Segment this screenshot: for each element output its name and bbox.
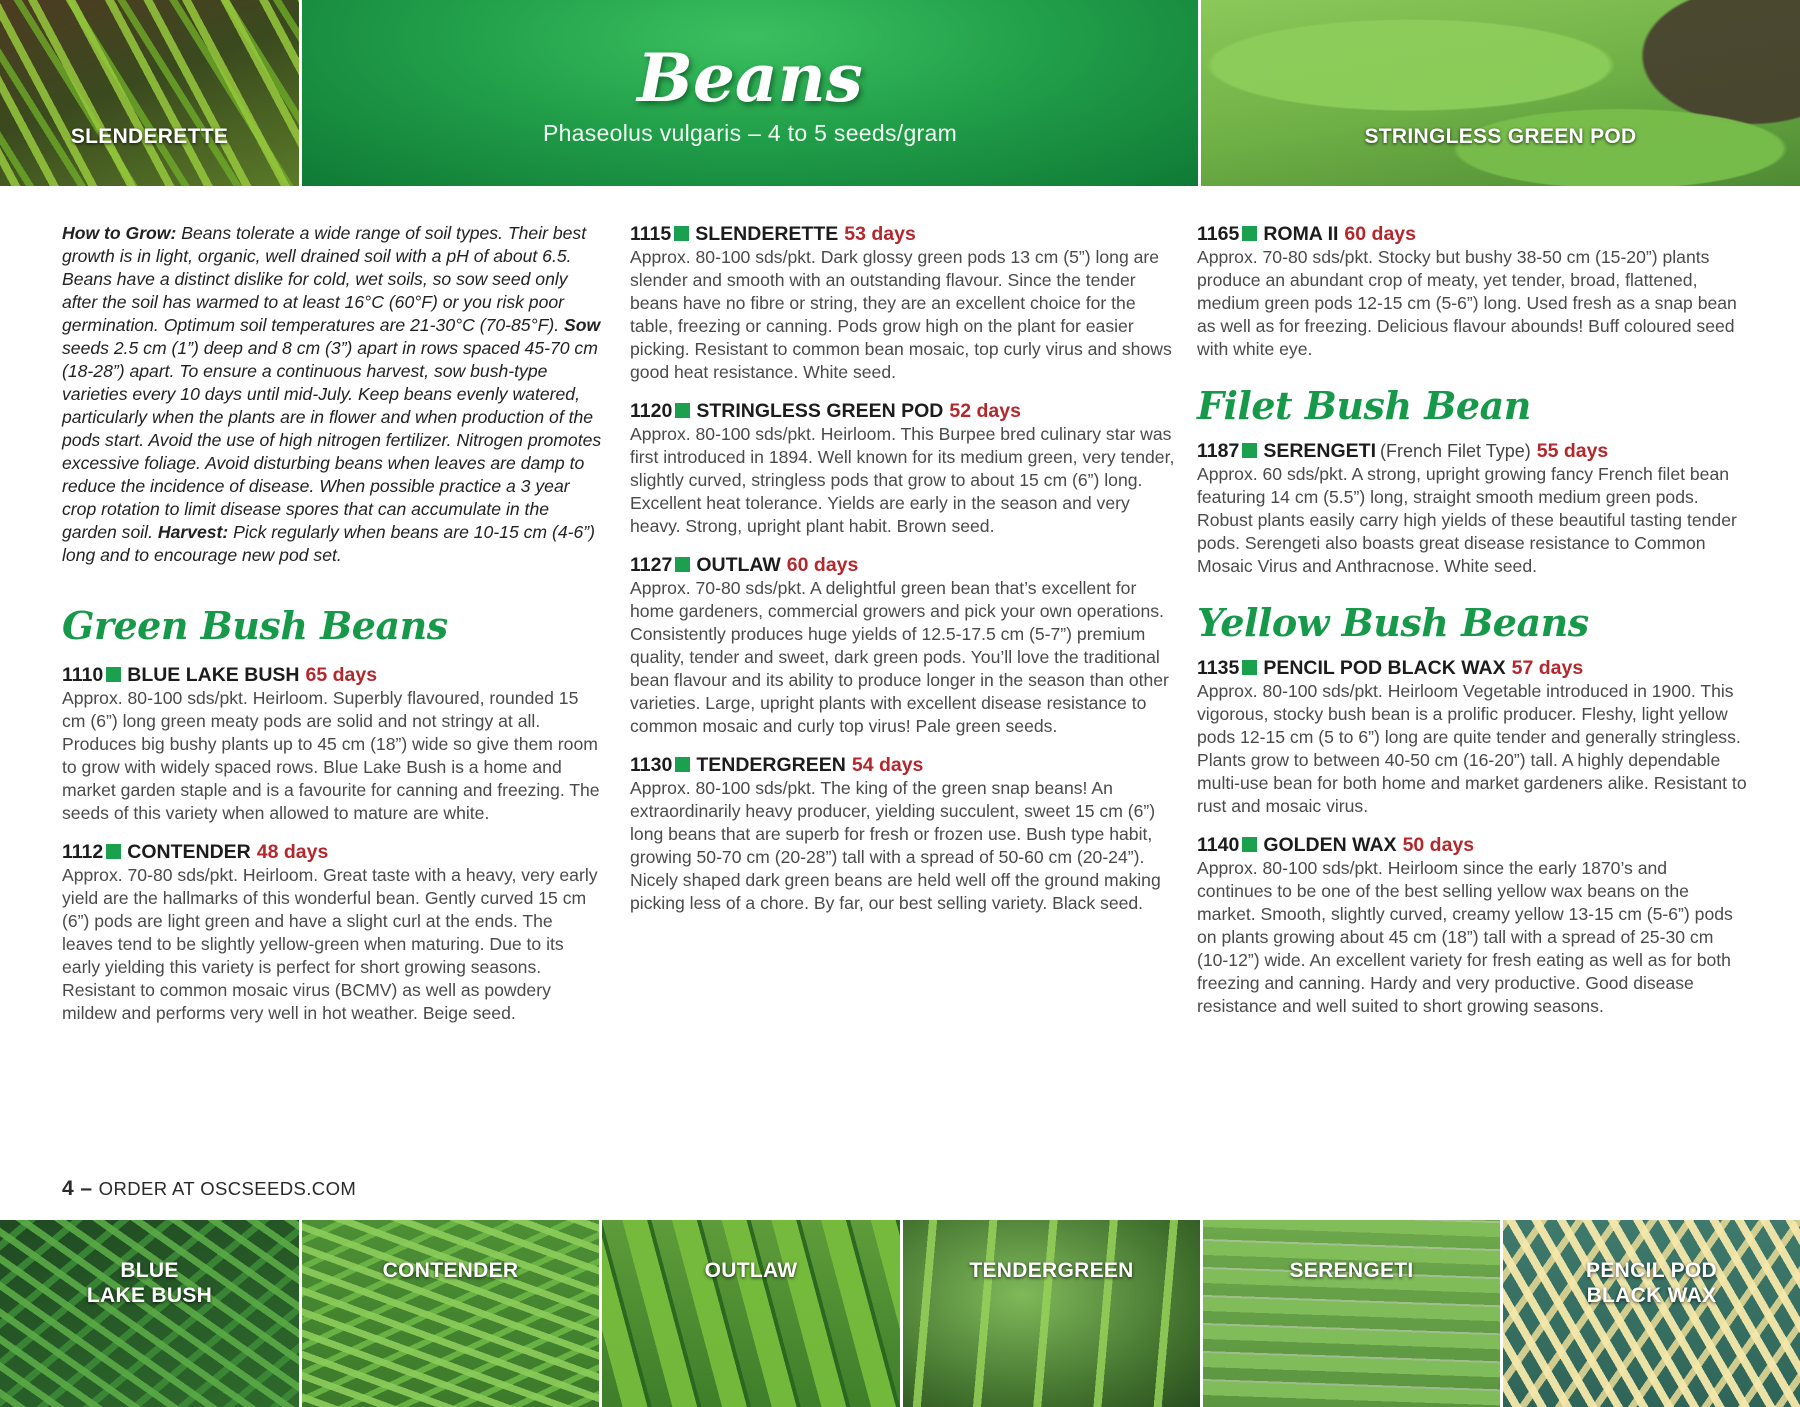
header-band <box>0 0 1800 186</box>
days-to-maturity: 60 days <box>1344 223 1416 245</box>
photo-caption <box>1503 1258 1800 1308</box>
product-code: 1140 <box>1197 834 1240 856</box>
product-code: 1127 <box>630 554 673 576</box>
square-bullet-icon <box>1242 443 1257 458</box>
square-bullet-icon <box>106 667 121 682</box>
photo-caption: CONTENDER <box>382 1259 519 1282</box>
product-name: SERENGETI <box>1263 440 1376 462</box>
product-heading <box>1197 656 1747 680</box>
product-heading <box>62 840 602 864</box>
product-name: STRINGLESS GREEN POD <box>696 400 944 422</box>
sow-label: Sow <box>564 315 601 335</box>
sow-body: seeds 2.5 cm (1”) deep and 8 cm (3”) apart in rows spaced 45-70 cm (18-28”) apart. To ensure a continuous harvest, sow bush-type varieties every 10 days until mid-July. Keep beans evenly watered, particularly when the plants are in flower and when production of the pods start. Avoid the use of high nitrogen fertilizer. Nitrogen promotes excessive foliage. Avoid disturbing beans when leaves are damp to reduce the incidence of disease. When possible practice a 3 year crop rotation to limit disease spores that can accumulate in the garden soil. <box>62 338 602 542</box>
product-name: BLUE LAKE BUSH <box>127 664 300 686</box>
product-1120 <box>630 399 1175 538</box>
square-bullet-icon <box>1242 660 1257 675</box>
product-name: OUTLAW <box>696 554 781 576</box>
product-code: 1165 <box>1197 223 1240 245</box>
square-bullet-icon <box>675 403 690 418</box>
product-code: 1135 <box>1197 657 1240 679</box>
photo-caption: OUTLAW <box>704 1259 798 1282</box>
days-to-maturity: 65 days <box>305 664 378 686</box>
how-to-grow-body: Beans tolerate a wide range of soil types. Their best growth is in light, organic, well drained soil with a pH of about 6.5. Beans have a distinct dislike for cold, wet soils, so sow seed only after the soil has warmed to at least 16°C (60°F) or you risk poor germination. Optimum soil temperatures are 21-30°C (70-85°F). <box>62 223 587 335</box>
section-title-green-bush: Green Bush Beans <box>62 603 448 648</box>
product-1110 <box>62 663 602 825</box>
product-heading <box>1197 833 1747 857</box>
product-1112 <box>62 840 602 1025</box>
stringless-green-pod-photo <box>1201 0 1800 186</box>
photo-caption: SERENGETI <box>1289 1259 1414 1282</box>
page-title: Beans <box>637 39 863 117</box>
section-title-yellow-bush: Yellow Bush Beans <box>1197 600 1589 645</box>
product-description: Approx. 70-80 sds/pkt. Heirloom. Great taste with a heavy, very early yield are the hallmarks of this wonderful bean. Gently curved 15 cm (6”) pods are light green and have a slight curl at the ends. The leaves tend to be slightly yellow-green when maturing. Due to its early yielding this variety is perfect for short growing seasons. Resistant to common mosaic virus (BCMV) as well as powdery mildew and performs very well in hot weather. Beige seed. <box>62 865 598 1023</box>
product-heading <box>62 663 602 687</box>
slenderette-photo <box>0 0 299 186</box>
product-code: 1112 <box>62 841 104 863</box>
page-number: 4 <box>62 1177 75 1200</box>
days-to-maturity: 57 days <box>1511 657 1584 679</box>
days-to-maturity: 60 days <box>786 554 859 576</box>
page-footer <box>62 1177 356 1201</box>
product-1115 <box>630 222 1175 384</box>
harvest-body: Pick regularly when beans are 10-15 cm (4-6”) long and to encourage new pod set. <box>62 522 595 565</box>
square-bullet-icon <box>674 226 689 241</box>
product-subtype: (French Filet Type) <box>1380 441 1531 461</box>
column-right <box>1197 222 1747 1018</box>
square-bullet-icon <box>675 757 690 772</box>
product-code: 1115 <box>630 223 672 245</box>
photo-caption: TENDERGREEN <box>969 1259 1134 1282</box>
caption-line: LAKE BUSH <box>86 1284 213 1307</box>
days-to-maturity: 54 days <box>851 754 924 776</box>
order-url-link[interactable]: ORDER AT OSCSEEDS.COM <box>98 1178 357 1199</box>
column-left <box>62 222 602 1025</box>
product-heading <box>630 753 1175 777</box>
product-description: Approx. 80-100 sds/pkt. The king of the green snap beans! An extraordinarily heavy producer, yielding succulent, sweet 15 cm (6”) long beans that are superb for fresh or frozen use. Bush type habit, growing 50-70 cm (20-28”) tall with a spread of 50-60 cm (20-24”). Nicely shaped dark green beans are held well off the ground making picking less of a chore. By far, our best selling variety. Black seed. <box>630 778 1161 913</box>
photo-caption: STRINGLESS GREEN POD <box>1364 125 1637 148</box>
footer-dash: – <box>74 1177 99 1200</box>
section-title-filet-bush: Filet Bush Bean <box>1197 383 1531 428</box>
days-to-maturity: 48 days <box>256 841 329 863</box>
product-heading <box>1197 439 1747 463</box>
how-to-grow-label: How to Grow: <box>62 223 177 243</box>
product-name: GOLDEN WAX <box>1263 834 1397 856</box>
product-description: Approx. 80-100 sds/pkt. Heirloom. Superbly flavoured, rounded 15 cm (6”) long green meaty pods are solid and not stringy at all. Produces big bushy plants up to 45 cm (18”) wide so give them room to grow with widely spaced rows. Blue Lake Bush is a home and market garden staple and is a favourite for canning and freezing. The seeds of this variety when allowed to mature are white. <box>62 688 600 823</box>
caption-line: BLUE <box>120 1259 179 1282</box>
product-description: Approx. 80-100 sds/pkt. Dark glossy green pods 13 cm (5”) long are slender and smooth with an outstanding flavour. Since the tender beans have no fibre or string, they are an excellent choice for the table, freezing or canning. Pods grow high on the plant for easier picking. Resistant to common bean mosaic, top curly virus and shows good heat resistance. White seed. <box>630 247 1172 382</box>
product-heading <box>1197 222 1747 246</box>
product-heading <box>630 399 1175 423</box>
column-middle <box>630 222 1175 915</box>
product-1135 <box>1197 656 1747 818</box>
page-subtitle: Phaseolus vulgaris – 4 to 5 seeds/gram <box>542 120 958 146</box>
photo-caption <box>0 1258 299 1308</box>
product-code: 1187 <box>1197 440 1240 462</box>
square-bullet-icon <box>1242 837 1257 852</box>
product-1140 <box>1197 833 1747 1018</box>
product-1187 <box>1197 439 1747 578</box>
tendergreen-photo <box>903 1220 1200 1407</box>
product-description: Approx. 70-80 sds/pkt. Stocky but bushy 38-50 cm (15-20”) plants produce an abundant crop of meaty, yet tender, broad, flattened, medium green pods 12-15 cm (5-6”) long. Used fresh as a snap bean as well as for freezing. Delicious flavour abounds! Buff coloured seed with white eye. <box>1197 247 1737 359</box>
square-bullet-icon <box>675 557 690 572</box>
product-name: SLENDERETTE <box>695 223 839 245</box>
days-to-maturity: 52 days <box>949 400 1021 422</box>
bottom-photo-strip <box>0 1220 1800 1407</box>
contender-photo <box>302 1220 599 1407</box>
product-name: PENCIL POD BLACK WAX <box>1263 657 1506 679</box>
days-to-maturity: 50 days <box>1402 834 1475 856</box>
product-1130 <box>630 753 1175 915</box>
pencil-pod-black-wax-photo <box>1503 1220 1800 1407</box>
product-code: 1120 <box>630 400 673 422</box>
square-bullet-icon <box>1242 226 1257 241</box>
product-description: Approx. 60 sds/pkt. A strong, upright growing fancy French filet bean featuring 14 cm (5.5”) long, straight smooth medium green pods. Robust plants easily carry high yields of these beautiful tasting tender pods. Serengeti also boasts great disease resistance to Common Mosaic Virus and Anthracnose. White seed. <box>1197 464 1737 576</box>
harvest-label: Harvest: <box>157 522 229 542</box>
product-name: ROMA II <box>1263 223 1339 245</box>
product-heading <box>630 222 1175 246</box>
product-code: 1130 <box>630 754 673 776</box>
product-description: Approx. 80-100 sds/pkt. Heirloom Vegetable introduced in 1900. This vigorous, stocky bush bean is a prolific producer. Fleshy, light yellow pods 12-15 cm (5 to 6”) long are quite tender and generally stringless. Plants grow to between 40-50 cm (16-20”) tall. A highly dependable multi-use bean for both home and market gardeners alike. Resistant to rust and mosaic virus. <box>1197 681 1747 816</box>
caption-line: BLACK WAX <box>1586 1284 1717 1307</box>
blue-lake-bush-photo <box>0 1220 299 1407</box>
days-to-maturity: 55 days <box>1536 440 1609 462</box>
product-description: Approx. 80-100 sds/pkt. Heirloom. This Burpee bred culinary star was first introduced in 1894. Well known for its medium green, very tender, slightly curved, stringless pods that grow to about 15 cm (6”) long. Excellent heat tolerance. Yields are early in the season and very heavy. Strong, upright plant habit. Brown seed. <box>630 424 1175 536</box>
caption-line: PENCIL POD <box>1586 1259 1717 1282</box>
product-1165 <box>1197 222 1747 361</box>
product-code: 1110 <box>62 664 104 686</box>
product-1127 <box>630 553 1175 738</box>
product-name: CONTENDER <box>127 841 251 863</box>
title-panel <box>302 0 1198 186</box>
outlaw-photo <box>602 1220 900 1407</box>
days-to-maturity: 53 days <box>844 223 916 245</box>
product-description: Approx. 80-100 sds/pkt. Heirloom since the early 1870’s and continues to be one of the best selling yellow wax beans on the market. Smooth, slightly curved, creamy yellow 13-15 cm (5-6”) pods on plants growing about 45 cm (18”) tall with a spread of 25-30 cm (10-12”) wide. An excellent variety for fresh eating as well as for both freezing and canning. Hardy and very productive. Good disease resistance and well suited to short growing seasons. <box>1197 858 1733 1016</box>
photo-caption: SLENDERETTE <box>70 125 229 148</box>
product-name: TENDERGREEN <box>696 754 846 776</box>
product-description: Approx. 70-80 sds/pkt. A delightful green bean that’s excellent for home gardeners, commercial growers and pick your own operations. Consistently produces huge yields of 12.5-17.5 cm (5-7”) premium quality, tender and sweet, dark green pods. You’ll love the traditional bean flavour and its ability to produce longer in the season than other varieties. Large, upright plants with excellent disease resistance to common mosaic and curly top virus! Pale green seeds. <box>630 578 1169 736</box>
serengeti-photo <box>1203 1220 1500 1407</box>
square-bullet-icon <box>106 844 121 859</box>
product-heading <box>630 553 1175 577</box>
how-to-grow-text <box>62 222 602 567</box>
